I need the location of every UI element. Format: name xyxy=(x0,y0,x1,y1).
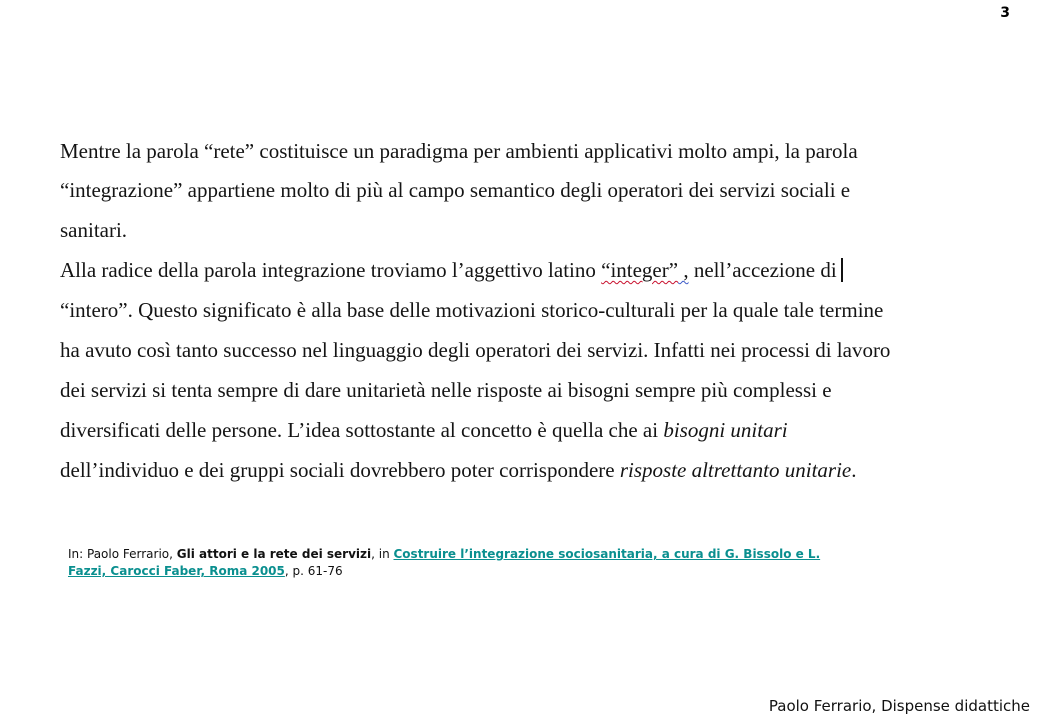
footer-author: Paolo Ferrario, Dispense didattiche xyxy=(768,697,1030,715)
paragraph-line-5: “intero”. Questo significato è alla base delle motivazioni storico-culturali per la quale tale termine xyxy=(60,298,884,322)
paragraph-line-9 xyxy=(60,455,856,485)
citation-title: Gli attori e la rete dei servizi xyxy=(176,547,372,561)
paragraph-line-3: sanitari. xyxy=(60,218,128,242)
citation-pages: , p. 61-76 xyxy=(284,564,343,578)
paragraph-line-1: Mentre la parola “rete” costituisce un paradigma per ambienti applicativi molto ampi, la parola xyxy=(60,139,858,163)
line-9-end: . xyxy=(851,458,857,482)
citation-middle: , in xyxy=(371,547,394,561)
paragraph-line-6: ha avuto così tanto successo nel linguaggio degli operatori dei servizi. Infatti nei processi di lavoro xyxy=(60,338,891,362)
line-4-end: nell’accezione di xyxy=(688,258,837,282)
book-link-line-2: Fazzi, Carocci Faber, Roma 2005 xyxy=(68,564,285,578)
line-8-text: diversificati delle persone. L’idea sottostante al concetto è quella che ai xyxy=(60,418,664,442)
paragraph-line-4 xyxy=(60,255,843,285)
page-number: 3 xyxy=(1000,5,1010,21)
spellcheck-word-integer[interactable]: “integer” xyxy=(601,258,679,282)
book-link-line-1: Costruire l’integrazione sociosanitaria, a cura di G. Bissolo e L. xyxy=(393,547,821,561)
paragraph-line-2: “integrazione” appartiene molto di più al campo semantico degli operatori dei servizi sociali e xyxy=(60,178,851,202)
grammar-flag[interactable]: , xyxy=(678,258,689,282)
citation xyxy=(68,546,948,580)
paragraph-line-7: dei servizi si tenta sempre di dare unitarietà nelle risposte ai bisogni sempre più complessi e xyxy=(60,378,832,402)
line-9-text: dell’individuo e dei gruppi sociali dovrebbero poter corrispondere xyxy=(60,458,620,482)
text-cursor xyxy=(841,258,843,282)
italic-bisogni-unitari: bisogni unitari xyxy=(663,418,788,442)
paragraph-line-8 xyxy=(60,415,788,445)
line-4-text: Alla radice della parola integrazione troviamo l’aggettivo latino xyxy=(60,258,602,282)
citation-prefix: In: Paolo Ferrario, xyxy=(68,547,177,561)
italic-risposte: risposte altrettanto unitarie xyxy=(619,458,852,482)
